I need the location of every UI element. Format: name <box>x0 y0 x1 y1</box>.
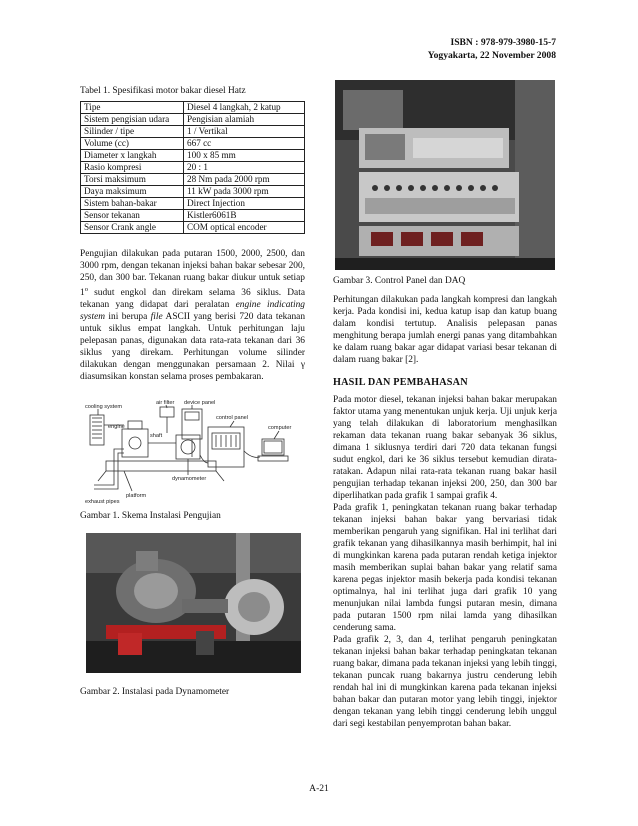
table-cell-value: 20 : 1 <box>184 162 305 174</box>
left-paragraph <box>80 248 305 383</box>
table-cell-key: Diameter x langkah <box>81 150 184 162</box>
para-italic: engine indicating system <box>80 300 305 323</box>
control-panel-photo-illustration <box>335 80 555 270</box>
label-air-filter: air filter <box>156 400 175 407</box>
table-cell-key: Sensor Crank angle <box>81 222 184 234</box>
para-text: Pengujian dilakukan pada putaran 1500, 2000, 2500, dan 3000 rpm, dengan tekanan injeksi bahan bakar sebesar 200, 250, dan 300 bar. Tekanan ruang bakar diukur untuk setiap 1 <box>80 249 305 299</box>
table-row <box>81 102 305 114</box>
table-cell-key: Tipe <box>81 102 184 114</box>
table-cell-value: 1 / Vertikal <box>184 126 305 138</box>
para-text: ASCII yang berisi 720 data tekanan untuk siklus empat langkah. Untuk perhitungan laju pelepasan panas, digunakan data rata-rata tekanan dari 36 siklus yang direkam. Perhitungan volume silinder dilakukan dengan menggunakan persamaan 2. Nilai γ diasumsikan konstan selama proses pembakaran. <box>80 312 306 383</box>
figure2-caption: Gambar 2. Instalasi pada Dynamometer <box>80 687 230 698</box>
table-cell-value: 667 cc <box>184 138 305 150</box>
para-italic: file <box>150 312 163 323</box>
label-computer: computer <box>268 425 292 432</box>
table-cell-key: Rasio kompresi <box>81 162 184 174</box>
table-row <box>81 162 305 174</box>
figure1-schematic <box>84 399 304 507</box>
table-caption: Tabel 1. Spesifikasi motor bakar diesel Hatz <box>80 86 246 96</box>
page-header <box>428 36 556 62</box>
table-row <box>81 138 305 150</box>
section-title: HASIL DAN PEMBAHASAN <box>333 377 468 388</box>
right-paragraph-1: Perhitungan dilakukan pada langkah kompresi dan langkah kerja. Pada kondisi ini, kedua katup isap dan katup buang dalam kondisi tertutup. Analisis pelepasan panas menghitung berapa jumlah energi panas yang ditambahkan ke dalam ruang bakar agar didapat variasi besar tekanan di dalam ruang bakar [2]. <box>333 295 557 365</box>
label-control-panel: control panel <box>216 415 249 422</box>
figure2-photo <box>86 533 301 673</box>
para-text: sudut engkol dan direkam selama 36 siklus. Data tekanan yang didapat dari peralatan <box>80 288 305 311</box>
table-row <box>81 198 305 210</box>
label-shaft: shaft <box>150 433 163 440</box>
table-row <box>81 186 305 198</box>
table-row <box>81 114 305 126</box>
degree-sup: o <box>84 286 88 293</box>
label-engine: engine <box>108 424 125 431</box>
table-cell-key: Torsi maksimum <box>81 174 184 186</box>
place-date: Yogyakarta, 22 November 2008 <box>427 50 556 61</box>
table-cell-key: Sistem bahan-bakar <box>81 198 184 210</box>
table-cell-value: Direct Injection <box>184 198 305 210</box>
table-cell-value: 28 Nm pada 2000 rpm <box>184 174 305 186</box>
table-cell-key: Sensor tekanan <box>81 210 184 222</box>
table-cell-key: Sistem pengisian udara <box>81 114 184 126</box>
table-cell-key: Silinder / tipe <box>81 126 184 138</box>
table-cell-value: Pengisian alamiah <box>184 114 305 126</box>
table-row <box>81 150 305 162</box>
dynamometer-photo-illustration <box>86 533 301 673</box>
schematic-drawing <box>84 399 304 507</box>
figure3-photo <box>335 80 555 270</box>
table-cell-value: Kistler6061B <box>184 210 305 222</box>
table-cell-value: 11 kW pada 3000 rpm <box>184 186 305 198</box>
label-cooling-system: cooling system <box>85 404 122 411</box>
label-platform: platform <box>126 493 147 500</box>
table-row <box>81 222 305 234</box>
label-exhaust-pipes: exhaust pipes <box>85 499 120 506</box>
table-row <box>81 174 305 186</box>
right-paragraph-2: Pada motor diesel, tekanan injeksi bahan bakar merupakan faktor utama yang menentukan unjuk kerja. Uji unjuk kerja yang telah dilakukan di laboratorium menghasilkan rekaman data tekanan ruang bakar sebanyak 36 siklus, dimana 1 siklusnya terdiri dari 720 data tekanan fungsi sudut engkol, dari ke 36 siklus tersebut kemudian dirata-ratakan. Adapun nilai rata-rata tekanan ruang bakar hasil pengujian terhadap tekanan injeksi 200, 250, dan 300 bar diperlihatkan pada grafik 1 sampai grafik 4. <box>333 395 557 501</box>
right-paragraph-4: Pada grafik 2, 3, dan 4, terlihat pengaruh peningkatan tekanan injeksi bahan bakar terhadap peningkatan tekanan ruang bakar, dimana pada tekanan injeksi yang lebih tinggi, tekanan puncak ruang bakarnya justru cenderung lebih rendah hal ini di mungkinkan karena pada tekanan injeksi bahan bakar dan putaran motor yang lebih tinggi, injektor dengan tekanan yang lebih tinggi cenderung lebih unggul dari segi kestabilan penyemprotan bahan bakar. <box>333 635 557 729</box>
figure1-caption: Gambar 1. Skema Instalasi Pengujian <box>80 511 221 522</box>
table-cell-value: 100 x 85 mm <box>184 150 305 162</box>
table-cell-key: Daya maksimum <box>81 186 184 198</box>
right-column <box>333 80 557 730</box>
right-paragraph-3: Pada grafik 1, peningkatan tekanan ruang bakar terhadap tekanan injeksi bahan bakar yang bervariasi tidak memberikan pengaruh yang signifikan. Hal ini terlihat dari grafik tekanan yang dihasilkannya masih berhimpit, hal ini di mungkinkan karena pada putaran rendah ketiga injektor masih memberikan suplai bahan bakar yang relatif sama karena pegas injektor masih bekerja pada kondisi tekanan optimalnya, hal ini terlihat juga dari grafik 10 yang menunjukan nilai lambda fungsi putaran mesin, dimana pada putaran 1500 rpm nilai lamda yang dihasilkan cenderung sama. <box>333 503 557 633</box>
table-cell-value: COM optical encoder <box>184 222 305 234</box>
spec-table <box>80 101 305 234</box>
label-device-panel: device panel <box>184 400 216 407</box>
page-number: A-21 <box>309 783 329 794</box>
label-dynamometer: dynamometer <box>172 476 207 483</box>
table-cell-key: Volume (cc) <box>81 138 184 150</box>
para-text: ini berupa <box>105 312 151 323</box>
table-cell-value: Diesel 4 langkah, 2 katup <box>184 102 305 114</box>
table-row <box>81 126 305 138</box>
table-row <box>81 210 305 222</box>
isbn: ISBN : 978-979-3980-15-7 <box>450 37 556 48</box>
figure3-caption: Gambar 3. Control Panel dan DAQ <box>333 276 466 286</box>
left-column <box>80 86 305 697</box>
